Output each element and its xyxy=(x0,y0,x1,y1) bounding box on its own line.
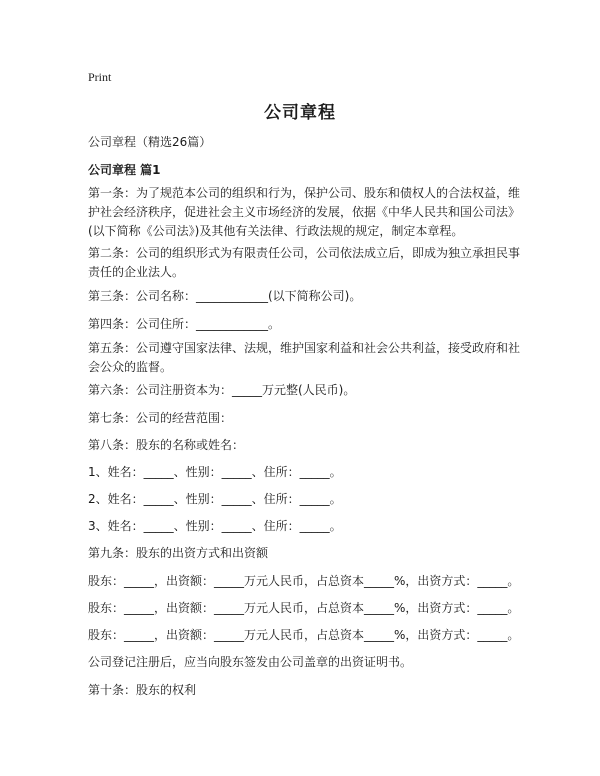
paragraph-article-4: 第四条：公司住所：____________。 xyxy=(88,317,281,331)
contribution-line-3: 股东：_____，出资额：_____万元人民币，占总资本_____%，出资方式：_____。 xyxy=(88,628,520,642)
shareholder-line-2: 2、姓名：_____、性别：_____、住所：_____。 xyxy=(88,492,342,506)
paragraph-article-9: 第九条：股东的出资方式和出资额 xyxy=(88,546,269,560)
paragraph-article-1: 第一条：为了规范本公司的组织和行为，保护公司、股东和债权人的合法权益，维护社会经济秩序，促进社会主义市场经济的发展，依据《中华人民共和国公司法》(以下简称《公司法》)及其他有关法律、行政法规的规定，制定本章程。 xyxy=(88,186,521,238)
paragraph-article-2: 第二条：公司的组织形式为有限责任公司，公司依法成立后，即成为独立承担民事责任的企业法人。 xyxy=(88,246,521,279)
shareholder-line-3: 3、姓名：_____、性别：_____、住所：_____。 xyxy=(88,519,342,533)
section-heading: 公司章程 篇1 xyxy=(88,163,161,177)
paragraph-article-7: 第七条：公司的经营范围： xyxy=(88,411,233,425)
paragraph-article-5: 第五条：公司遵守国家法律、法规，维护国家利益和社会公共利益，接受政府和社会公众的监督。 xyxy=(88,341,521,374)
contribution-line-2: 股东：_____，出资额：_____万元人民币，占总资本_____%，出资方式：_____。 xyxy=(88,601,520,615)
document-title: 公司章程 xyxy=(264,103,336,123)
document-subtitle: 公司章程（精选26篇） xyxy=(88,135,212,149)
paragraph-article-10: 第十条：股东的权利 xyxy=(88,683,197,697)
paragraph-article-3: 第三条：公司名称：____________(以下简称公司)。 xyxy=(88,289,362,303)
shareholder-line-1: 1、姓名：_____、性别：_____、住所：_____。 xyxy=(88,465,342,479)
paragraph-certificate: 公司登记注册后，应当向股东签发由公司盖章的出资证明书。 xyxy=(88,655,413,669)
paragraph-article-8: 第八条：股东的名称或姓名： xyxy=(88,438,245,452)
paragraph-article-6: 第六条：公司注册资本为：_____万元整(人民币)。 xyxy=(88,383,356,397)
contribution-line-1: 股东：_____，出资额：_____万元人民币，占总资本_____%，出资方式：_____。 xyxy=(88,574,520,588)
print-label: Print xyxy=(88,70,112,84)
